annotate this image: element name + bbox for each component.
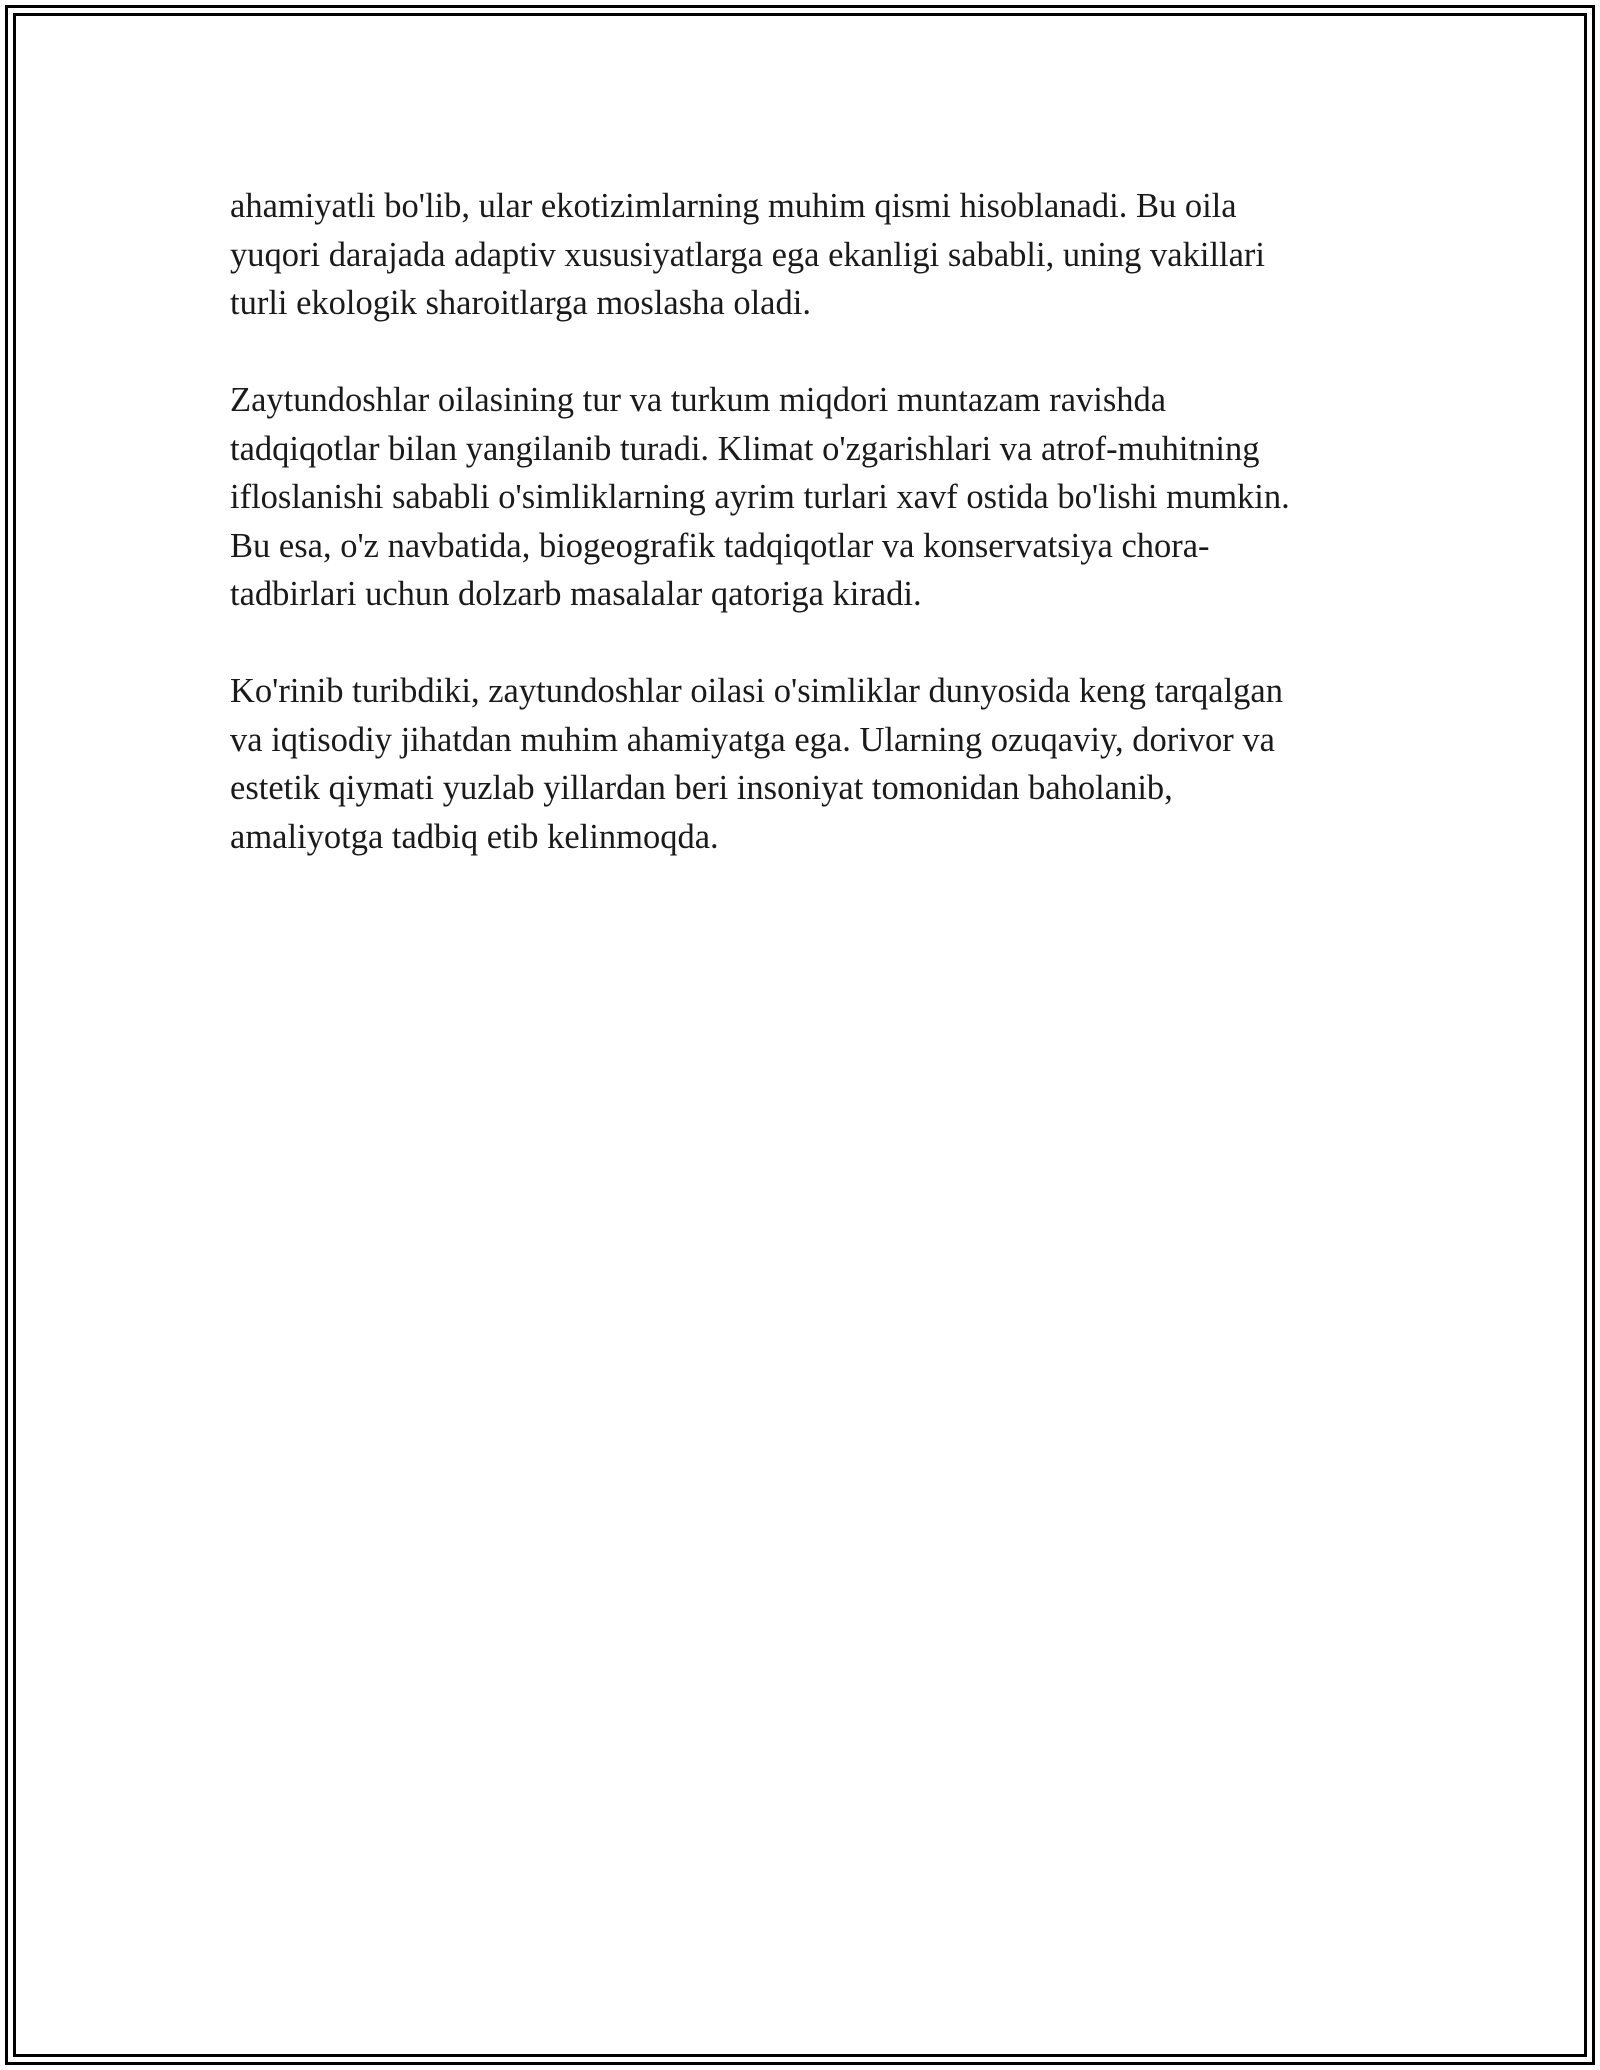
text-line: Bu esa, o'z navbatida, biogeografik tadqiqotlar va konservatsiya chora- [230,526,1210,565]
paragraph-1 [230,182,1380,328]
text-line: estetik qiymati yuzlab yillardan beri insoniyat tomonidan baholanib, [230,769,1173,807]
document-body [230,182,1380,910]
text-line: ifloslanishi sababli o'simliklarning ayrim turlari xavf ostida bo'lishi mumkin. [230,478,1290,516]
text-line: Ko'rinib turibdiki, zaytundoshlar oilasi o'simliklar dunyosida keng tarqalgan [230,672,1283,710]
text-line: turli ekologik sharoitlarga moslasha oladi. [230,284,811,322]
text-line: Zaytundoshlar oilasining tur va turkum miqdori muntazam ravishda [230,381,1167,419]
text-line: tadqiqotlar bilan yangilanib turadi. Klimat o'zgarishlari va atrof-muhitning [230,429,1260,468]
text-line: tadbirlari uchun dolzarb masalalar qatoriga kiradi. [230,575,922,613]
text-line: amaliyotga tadbiq etib kelinmoqda. [230,817,719,856]
paragraph-2 [230,376,1380,619]
text-line: ahamiyatli bo'lib, ular ekotizimlarning muhim qismi hisoblanadi. Bu oila [230,187,1237,225]
text-line: va iqtisodiy jihatdan muhim ahamiyatga ega. Ularning ozuqaviy, dorivor va [230,720,1275,759]
text-line: yuqori darajada adaptiv xususiyatlarga ega ekanligi sababli, uning vakillari [230,235,1265,274]
paragraph-3 [230,667,1380,861]
